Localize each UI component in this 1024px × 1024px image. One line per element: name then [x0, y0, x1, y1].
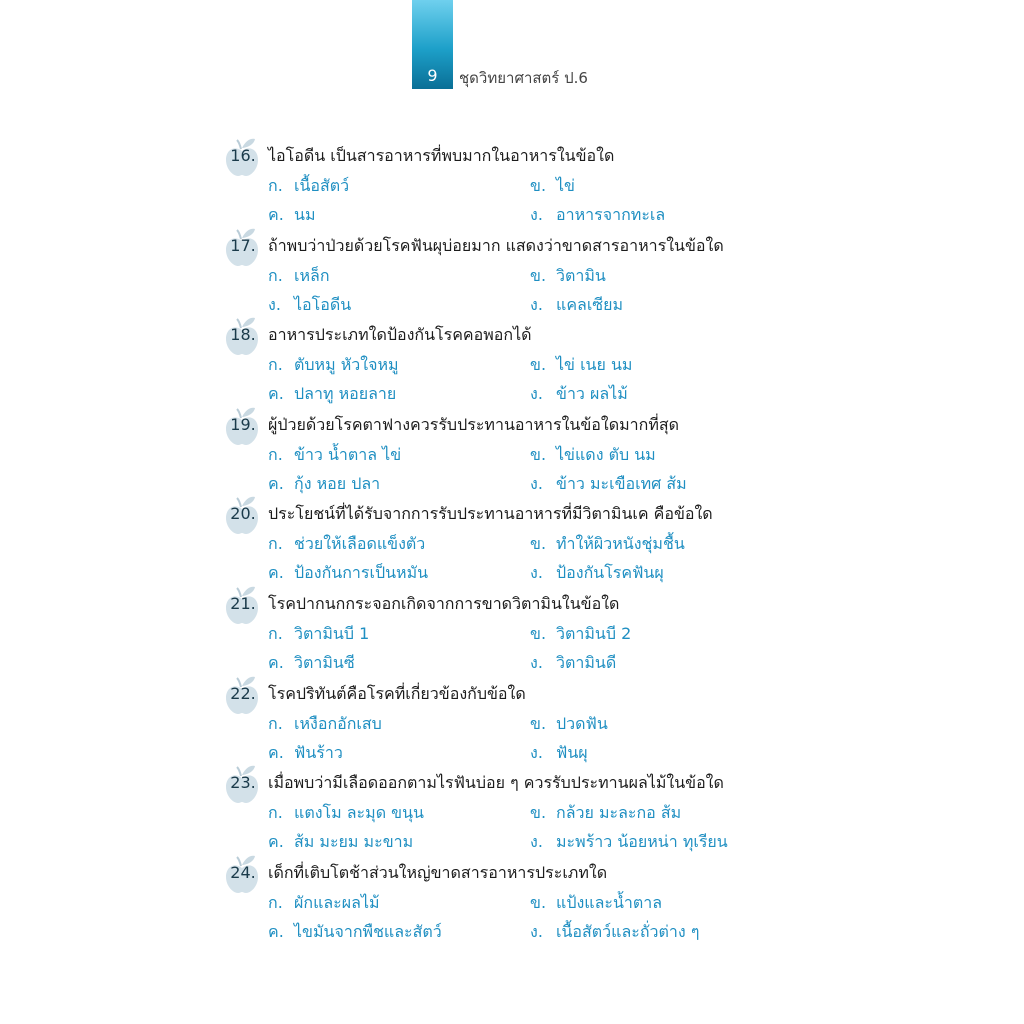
option-b	[530, 624, 631, 644]
option-text: เหล็ก	[294, 265, 330, 285]
question	[0, 321, 1024, 407]
question-number: 24.	[230, 862, 256, 882]
option-marker: ง.	[530, 294, 543, 314]
option-marker: ค.	[268, 653, 284, 672]
option-marker: ง.	[530, 563, 543, 583]
option-marker: ก.	[268, 444, 283, 464]
option-b	[530, 803, 681, 823]
question	[0, 500, 1024, 586]
option-d	[530, 384, 628, 404]
option-a	[268, 534, 425, 554]
option-marker: ง.	[530, 742, 543, 762]
option-text: ฟันร้าว	[294, 742, 343, 762]
option-d	[530, 922, 699, 942]
option-text: เนื้อสัตว์	[294, 176, 350, 195]
question-text: อาหารประเภทใดป้องกันโรคคอพอกได้	[268, 325, 532, 345]
option-text: ข้าว น้ำตาล ไข่	[294, 444, 402, 464]
option-d	[530, 205, 665, 225]
option-marker: ค.	[268, 742, 284, 762]
option-marker: ข.	[530, 265, 547, 285]
option-text: ปวดฟัน	[556, 713, 608, 733]
option-text: ตับหมู หัวใจหมู	[294, 355, 399, 375]
question-number: 17.	[230, 235, 256, 255]
option-marker: ง.	[268, 294, 281, 314]
option-a	[268, 355, 399, 375]
option-text: แตงโม ละมุด ขนุน	[294, 803, 424, 823]
question-number: 22.	[230, 683, 256, 703]
option-a	[268, 176, 349, 196]
option-d	[530, 474, 687, 494]
option-marker: ข.	[530, 534, 547, 554]
option-c	[268, 384, 396, 404]
option-c	[268, 474, 380, 494]
option-text: ช่วยให้เลือดแข็งตัว	[294, 534, 426, 554]
option-b	[530, 355, 632, 375]
option-d	[530, 653, 616, 673]
question-text: โรคปริทันต์คือโรคที่เกี่ยวข้องกับข้อใด	[268, 683, 526, 703]
option-text: ไข่ เนย นม	[556, 355, 633, 375]
option-text: วิตามินบี 1	[294, 624, 370, 643]
option-a	[268, 714, 382, 734]
option-b	[530, 266, 606, 286]
option-marker: ง.	[530, 384, 543, 404]
option-text: ไอโอดีน	[294, 294, 352, 314]
option-text: กล้วย มะละกอ ส้ม	[556, 803, 682, 823]
option-text: ไข่	[556, 176, 575, 195]
option-a	[268, 803, 424, 823]
option-b	[530, 534, 685, 554]
option-a	[268, 624, 369, 644]
option-text: ไข่แดง ตับ นม	[556, 444, 656, 464]
option-marker: ง.	[530, 653, 543, 672]
option-marker: ก.	[268, 265, 283, 285]
option-marker: ข.	[530, 892, 547, 912]
option-marker: ข.	[530, 444, 547, 464]
question-number: 21.	[230, 594, 256, 613]
question-number: 19.	[230, 414, 256, 434]
option-a	[268, 445, 401, 465]
question	[0, 232, 1024, 318]
option-c	[268, 563, 428, 583]
option-marker: ก.	[268, 713, 283, 733]
option-marker: ข.	[530, 803, 547, 823]
option-marker: ง.	[530, 473, 543, 493]
question	[0, 680, 1024, 766]
option-marker: ค.	[268, 473, 284, 493]
option-marker: ค.	[268, 563, 284, 583]
question-text: เมื่อพบว่ามีเลือดออกตามไรฟันบ่อย ๆ ควรรับประทานผลไม้ในข้อใด	[268, 773, 724, 793]
option-text: ฟันผุ	[556, 742, 588, 762]
option-a	[268, 893, 380, 913]
option-text: เนื้อสัตว์และถั่วต่าง ๆ	[556, 921, 700, 941]
question	[0, 590, 1024, 676]
option-marker: ค.	[268, 384, 284, 404]
question-number: 23.	[230, 773, 256, 793]
question-number: 16.	[230, 146, 256, 165]
option-text: วิตามินดี	[556, 653, 617, 672]
option-b	[530, 176, 575, 196]
option-d	[530, 295, 623, 315]
option-d	[530, 563, 664, 583]
option-marker: ข.	[530, 355, 547, 375]
option-text: นม	[294, 205, 316, 224]
option-c	[268, 205, 315, 225]
option-text: เหงือกอักเสบ	[294, 713, 382, 733]
option-c	[268, 922, 442, 942]
option-text: ข้าว ผลไม้	[556, 384, 628, 404]
question-text: เด็กที่เติบโตช้าส่วนใหญ่ขาดสารอาหารประเภทใด	[268, 862, 608, 882]
book-title: ชุดวิทยาศาสตร์ ป.6	[459, 69, 588, 87]
option-marker: ก.	[268, 892, 283, 912]
option-c	[268, 743, 343, 763]
question-text: โรคปากนกกระจอกเกิดจากการขาดวิตามินในข้อใด	[268, 594, 620, 613]
option-text: ไขมันจากพืชและสัตว์	[294, 921, 442, 941]
option-marker: ก.	[268, 355, 283, 375]
option-text: กุ้ง หอย ปลา	[294, 473, 381, 493]
option-text: มะพร้าว น้อยหน่า ทุเรียน	[556, 832, 728, 852]
option-text: ทำให้ผิวหนังชุ่มชื้น	[556, 534, 685, 554]
option-text: ปลาทู หอยลาย	[294, 384, 397, 404]
option-marker: ก.	[268, 624, 283, 643]
question	[0, 411, 1024, 497]
option-text: ป้องกันการเป็นหมัน	[294, 563, 429, 583]
option-marker: ก.	[268, 176, 283, 195]
option-text: ส้ม มะยม มะขาม	[294, 832, 414, 852]
option-text: วิตามินบี 2	[556, 624, 632, 643]
question-number: 20.	[230, 504, 256, 524]
option-marker: ก.	[268, 803, 283, 823]
question-text: ประโยชน์ที่ได้รับจากการรับประทานอาหารที่มีวิตามินเค คือข้อใด	[268, 504, 713, 524]
option-d	[530, 743, 588, 763]
option-d	[530, 832, 728, 852]
option-marker: ข.	[530, 713, 547, 733]
option-c	[268, 295, 351, 315]
question-number: 18.	[230, 325, 256, 345]
option-marker: ค.	[268, 205, 284, 224]
option-marker: ก.	[268, 534, 283, 554]
option-text: วิตามินซี	[294, 653, 355, 672]
page-number: 9	[427, 66, 438, 85]
option-c	[268, 832, 413, 852]
option-marker: ง.	[530, 921, 543, 941]
question-text: ถ้าพบว่าป่วยด้วยโรคฟันผุบ่อยมาก แสดงว่าขาดสารอาหารในข้อใด	[268, 235, 724, 255]
option-b	[530, 893, 662, 913]
option-c	[268, 653, 355, 673]
option-marker: ง.	[530, 205, 543, 224]
option-text: ข้าว มะเขือเทศ ส้ม	[556, 473, 687, 493]
option-text: ผักและผลไม้	[294, 892, 380, 912]
option-text: อาหารจากทะเล	[556, 205, 666, 224]
option-marker: ค.	[268, 832, 284, 852]
question-text: ไอโอดีน เป็นสารอาหารที่พบมากในอาหารในข้อใด	[268, 146, 615, 165]
option-text: วิตามิน	[556, 265, 606, 285]
question-text: ผู้ป่วยด้วยโรคตาฟางควรรับประทานอาหารในข้อใดมากที่สุด	[268, 414, 680, 434]
option-marker: ค.	[268, 921, 284, 941]
option-text: ป้องกันโรคฟันผุ	[556, 563, 664, 583]
option-b	[530, 445, 656, 465]
option-text: แป้งและน้ำตาล	[556, 892, 663, 912]
option-marker: ง.	[530, 832, 543, 852]
question	[0, 142, 1024, 228]
option-marker: ข.	[530, 624, 547, 643]
question	[0, 859, 1024, 945]
option-text: แคลเซียม	[556, 294, 624, 314]
question	[0, 769, 1024, 855]
option-b	[530, 714, 608, 734]
option-a	[268, 266, 330, 286]
option-marker: ข.	[530, 176, 547, 195]
